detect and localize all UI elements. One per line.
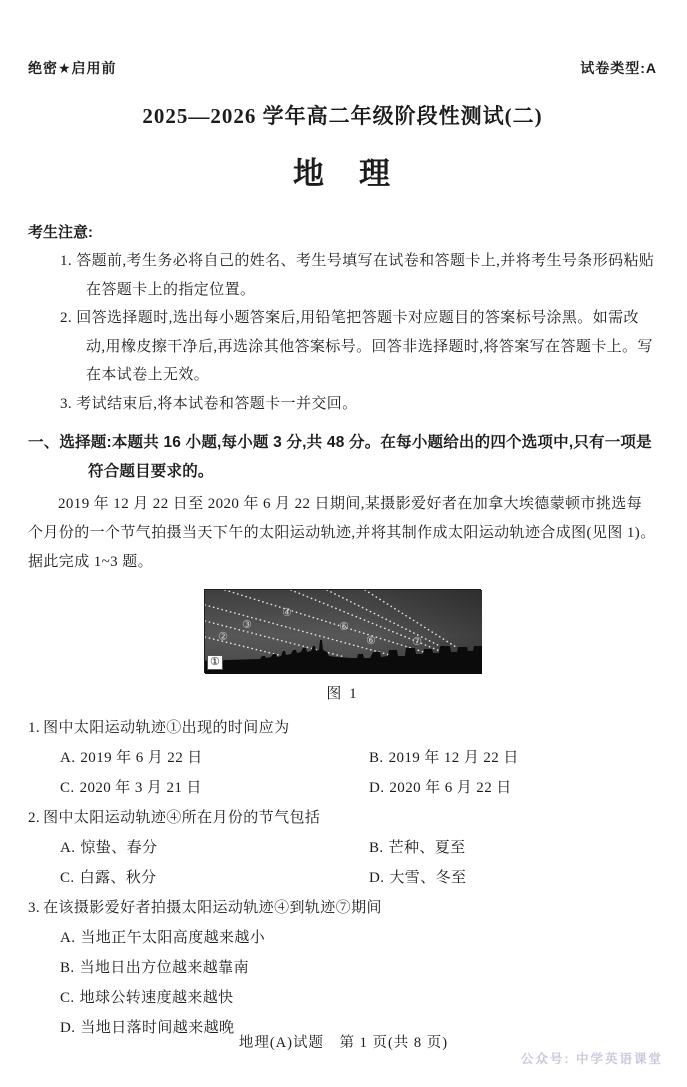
- option-label: D.: [369, 870, 385, 886]
- trail-label-5: ⑤: [339, 620, 349, 633]
- option-label: C.: [60, 990, 75, 1006]
- option-3A: [60, 923, 657, 953]
- question-text: 图中太阳运动轨迹④所在月份的节气包括: [43, 810, 321, 826]
- option-text: 芒种、夏至: [388, 840, 466, 856]
- question-1: [28, 713, 657, 803]
- option-text: 白露、秋分: [79, 870, 157, 886]
- trail-label-7: ⑦: [412, 635, 422, 648]
- paper-type-label: 试卷类型:A: [580, 60, 657, 76]
- question-2: [28, 803, 657, 893]
- subject-title: 地 理: [293, 156, 392, 191]
- question-2-options: [28, 833, 657, 893]
- option-2A: [60, 833, 369, 863]
- security-classification-label: 绝密★启用前: [28, 60, 117, 76]
- option-text: 地球公转速度越来越快: [79, 990, 234, 1006]
- option-1B: [369, 743, 657, 773]
- question-2-stem: [28, 803, 657, 833]
- question-number: 1.: [28, 720, 41, 736]
- option-2C: [60, 863, 369, 893]
- question-group-passage: 2019 年 12 月 22 日至 2020 年 6 月 22 日期间,某摄影爱好者在加拿大埃德蒙顿市挑选每个月份的一个节气拍摄当天下午的太阳运动轨迹,并将其制作成太阳运动轨迹合成图(见图 1)。据此完成 1~3 题。: [28, 496, 656, 570]
- figure-1-caption: 图 1: [326, 686, 359, 702]
- trail-label-4: ④: [282, 606, 292, 619]
- notice-item-3: 3. 考试结束后,将本试卷和答题卡一并交回。: [60, 395, 358, 412]
- section-one-heading: 一、选择题:本题共 16 小题,每小题 3 分,共 48 分。在每小题给出的四个选项中,只有一项是符合题目要求的。: [28, 434, 652, 480]
- option-label: B.: [369, 840, 384, 856]
- option-label: C.: [60, 780, 75, 796]
- option-text: 2019 年 6 月 22 日: [80, 750, 203, 766]
- option-2B: [369, 833, 657, 863]
- option-1A: [60, 743, 369, 773]
- option-label: A.: [60, 750, 76, 766]
- question-number: 2.: [28, 810, 41, 826]
- option-text: 2019 年 12 月 22 日: [388, 750, 519, 766]
- trail-label-1: ①: [207, 655, 223, 670]
- page-footer: 地理(A)试题 第 1 页(共 8 页): [238, 1035, 449, 1051]
- question-list: [28, 713, 657, 1043]
- option-label: A.: [60, 930, 76, 946]
- option-label: D.: [60, 1020, 76, 1036]
- figure-1-block: [28, 589, 657, 703]
- question-3-options: [28, 923, 657, 1043]
- option-1C: [60, 773, 369, 803]
- option-label: B.: [369, 750, 384, 766]
- exam-title: 2025—2026 学年高二年级阶段性测试(二): [142, 104, 543, 128]
- option-text: 当地日出方位越来越靠南: [79, 960, 249, 976]
- option-text: 当地日落时间越来越晚: [80, 1020, 235, 1036]
- question-1-stem: [28, 713, 657, 743]
- notice-heading: 考生注意:: [28, 224, 93, 241]
- question-text: 图中太阳运动轨迹①出现的时间应为: [43, 720, 290, 736]
- question-3-stem: [28, 893, 657, 923]
- option-label: D.: [369, 780, 385, 796]
- option-3B: [60, 953, 657, 983]
- option-text: 当地正午太阳高度越来越小: [80, 930, 266, 946]
- option-text: 大雪、冬至: [389, 870, 467, 886]
- question-3: [28, 893, 657, 1043]
- trail-label-6: ⑥: [366, 634, 376, 647]
- option-label: B.: [60, 960, 75, 976]
- option-2D: [369, 863, 657, 893]
- candidate-notice-section: [28, 219, 657, 418]
- watermark-text: 公众号: 中学英语课堂: [520, 1052, 663, 1066]
- question-text: 在该摄影爱好者拍摄太阳运动轨迹④到轨迹⑦期间: [43, 900, 382, 916]
- question-number: 3.: [28, 900, 41, 916]
- question-1-options: [28, 743, 657, 803]
- notice-item-1: 1. 答题前,考生务必将自己的姓名、考生号填写在试卷和答题卡上,并将考生号条形码粘贴在答题卡上的指定位置。: [60, 253, 655, 298]
- option-label: A.: [60, 840, 76, 856]
- trail-label-3: ③: [242, 618, 252, 631]
- option-3C: [60, 983, 657, 1013]
- trail-label-2: ②: [218, 630, 228, 643]
- option-text: 惊蛰、春分: [80, 840, 158, 856]
- option-text: 2020 年 3 月 21 日: [79, 780, 202, 796]
- option-1D: [369, 773, 657, 803]
- sun-trails-photo: [204, 589, 481, 673]
- notice-item-2: 2. 回答选择题时,选出每小题答案后,用铅笔把答题卡对应题目的答案标号涂黑。如需改动,用橡皮擦干净后,再选涂其他答案标号。回答非选择题时,将答案写在答题卡上。写在本试卷上无效。: [60, 310, 653, 383]
- option-label: C.: [60, 870, 75, 886]
- option-text: 2020 年 6 月 22 日: [389, 780, 512, 796]
- page-header: [28, 58, 657, 78]
